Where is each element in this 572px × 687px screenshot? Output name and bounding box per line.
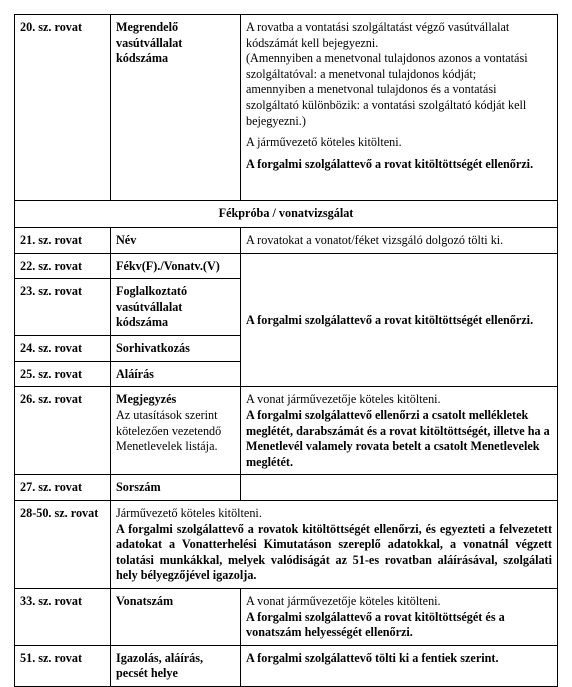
row-field-name: Igazolás, aláírás, pecsét helye [111,645,241,686]
desc-line: Járművezető köteles kitölteni. [116,505,262,520]
field-name-title: Megjegyzés [116,392,177,407]
row-field-name: Aláírás [111,361,241,387]
rovat-table [14,14,558,687]
row-number: 27. sz. rovat [15,475,111,501]
row-field-name: Név [111,228,241,254]
row-field-name [111,387,241,475]
row-field-name: Vonatszám [111,588,241,645]
table-row-21 [15,228,558,254]
row-field-name: Sorszám [111,475,241,501]
row-description: A forgalmi szolgálattevő tölti ki a fentiek szerint. [241,645,558,686]
desc-line: A forgalmi szolgálattevő ellenőrzi a csatolt mellékletek meglétét, darabszámát és a rovat kitöltöttségét, illetve ha a Menetlevél valamely rovata betelt a csatolt Menetlevelek meglétét. [246,407,550,469]
table-row-20 [15,15,558,201]
row-number: 24. sz. rovat [15,336,111,362]
row-field-name: Sorhivatkozás [111,336,241,362]
table-row-33 [15,588,558,645]
row-number: 21. sz. rovat [15,228,111,254]
row-field-name: Fékv(F)./Vonatv.(V) [111,253,241,279]
table-row-28-50 [15,500,558,588]
row-number: 26. sz. rovat [15,387,111,475]
desc-line: amennyiben a menetvonal tulajdonos és a vontatási szolgáltató különbözik: a vontatási szolgáltató kódját kell bejegyezni.) [246,82,527,128]
row-number: 28-50. sz. rovat [15,500,111,588]
row-number: 51. sz. rovat [15,645,111,686]
row-description [111,500,558,588]
row-number: 22. sz. rovat [15,253,111,279]
row-field-name: Megrendelő vasútvállalat kódszáma [111,15,241,201]
row-description [241,588,558,645]
desc-line: A vonat járművezetője köteles kitölteni. [246,593,441,608]
table-row-22 [15,253,558,279]
row-number: 33. sz. rovat [15,588,111,645]
desc-line: A forgalmi szolgálattevő a rovat kitöltöttségét és a vonatszám helyességét ellenőrzi. [246,609,505,640]
table-row-26 [15,387,558,475]
row-description [241,387,558,475]
row-number: 20. sz. rovat [15,15,111,201]
row-description: A forgalmi szolgálattevő a rovat kitöltöttségét ellenőrzi. [241,253,558,387]
table-row-27 [15,475,558,501]
row-field-name: Foglalkoztató vasútvállalat kódszáma [111,279,241,336]
row-description: A rovatokat a vonatot/féket vizsgáló dolgozó tölti ki. [241,228,558,254]
field-name-subtitle: Az utasítások szerint kötelezően vezetendő Menetlevelek listája. [116,407,222,454]
section-title: Fékpróba / vonatvizsgálat [15,201,558,228]
desc-line: A vonat járművezetője köteles kitölteni. [246,392,441,407]
row-description [241,475,558,501]
desc-line: A forgalmi szolgálattevő a rovatok kitöltöttségét ellenőrzi, és egyezteti a felvezetett adatokat a Vonatterhelési Kimutatáson szereplő adatokkal, a vonatnál végzett tolatási munkákkal, melyek valódiságát az 51-es rovatban aláírásával, szolgálati hely bélyegzőjével igazolja. [116,521,552,583]
desc-line: A forgalmi szolgálattevő a rovat kitöltöttségét ellenőrzi. [246,156,534,171]
row-number: 25. sz. rovat [15,361,111,387]
desc-line: (Amennyiben a menetvonal tulajdonos azonos a vontatási szolgáltatóval: a menetvonal tulajdonos kódját; [246,51,528,81]
desc-line: A járművezető köteles kitölteni. [246,135,402,150]
desc-line: A rovatba a vontatási szolgáltatást végző vasútvállalat kódszámát kell bejegyezni. [246,20,510,50]
table-row-51 [15,645,558,686]
row-description [241,15,558,201]
row-number: 23. sz. rovat [15,279,111,336]
section-header-row [15,201,558,228]
